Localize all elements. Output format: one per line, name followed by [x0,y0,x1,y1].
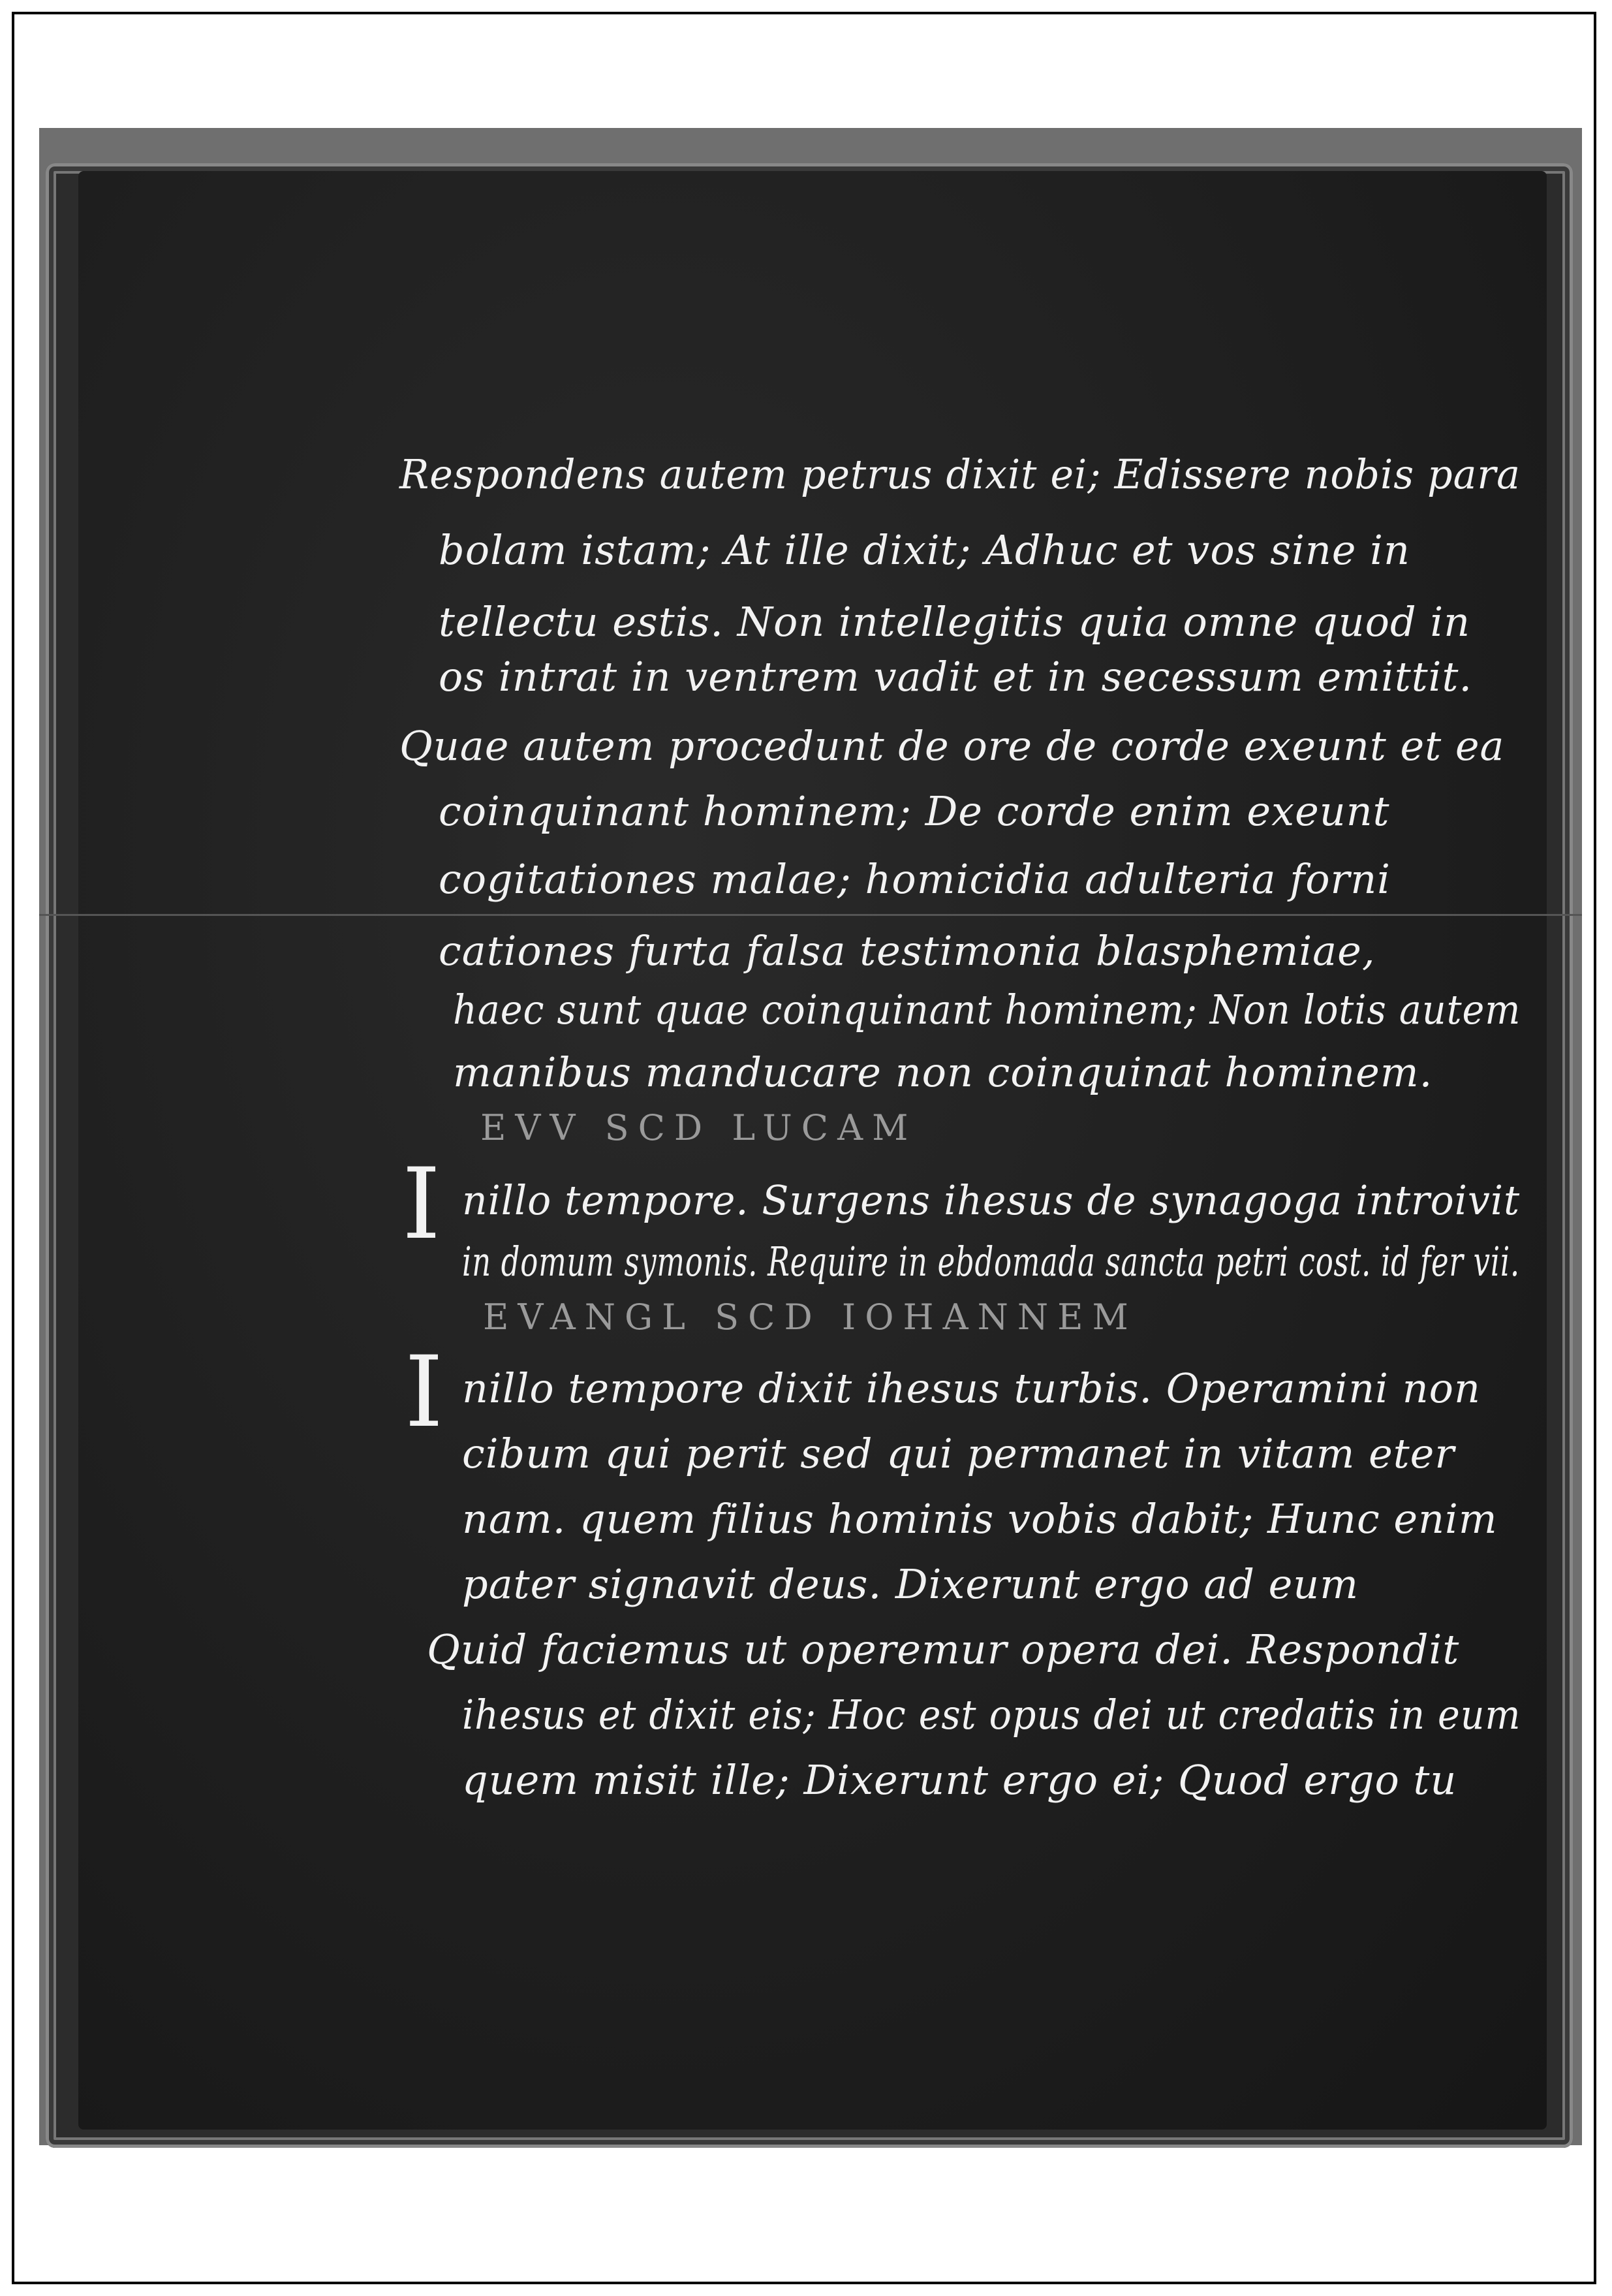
rubric-iohannem: EVANGL SCD IOHANNEM [483,1297,1138,1338]
initial-letter: I [405,1336,444,1449]
text-line: Quid faciemus ut operemur opera dei. Respondit [427,1626,1460,1673]
text-line: nillo tempore dixit ihesus turbis. Operamini non [462,1364,1481,1412]
text-line: coinquinant hominem; De corde enim exeunt [439,787,1390,835]
text-line: bolam istam; At ille dixit; Adhuc et vos sine in [439,526,1410,574]
text-line: nillo tempore. Surgens ihesus de synagoga introivit [462,1176,1521,1224]
text-line: ihesus et dixit eis; Hoc est opus dei ut credatis in eum [462,1691,1521,1738]
initial-letter: I [402,1148,441,1261]
text-line: os intrat in ventrem vadit et in secessum emittit. [439,653,1473,700]
text-line: tellectu estis. Non intellegitis quia omne quod in [439,598,1471,646]
text-line: Respondens autem petrus dixit ei; Edissere nobis para [399,450,1521,498]
text-line: pater signavit deus. Dixerunt ergo ad eum [462,1560,1359,1608]
text-line: manibus manducare non coinquinat hominem. [453,1048,1433,1096]
text-line: cibum qui perit sed qui permanet in vitam eter [462,1430,1455,1477]
text-line: cationes furta falsa testimonia blasphemiae, [439,927,1376,975]
rubric-lucam: EVV SCD LUCAM [480,1107,918,1148]
text-line: in domum symonis. Require in ebdomada sancta petri cost. id fer vii. [462,1238,1520,1285]
text-line: Quae autem procedunt de ore de corde exeunt et ea [399,722,1505,770]
text-line: nam. quem filius hominis vobis dabit; Hunc enim [462,1495,1498,1543]
text-line: quem misit ille; Dixerunt ergo ei; Quod ergo tu [462,1756,1457,1804]
text-line: cogitationes malae; homicidia adulteria forni [439,855,1391,903]
text-line: haec sunt quae coinquinant hominem; Non lotis autem [453,986,1521,1033]
